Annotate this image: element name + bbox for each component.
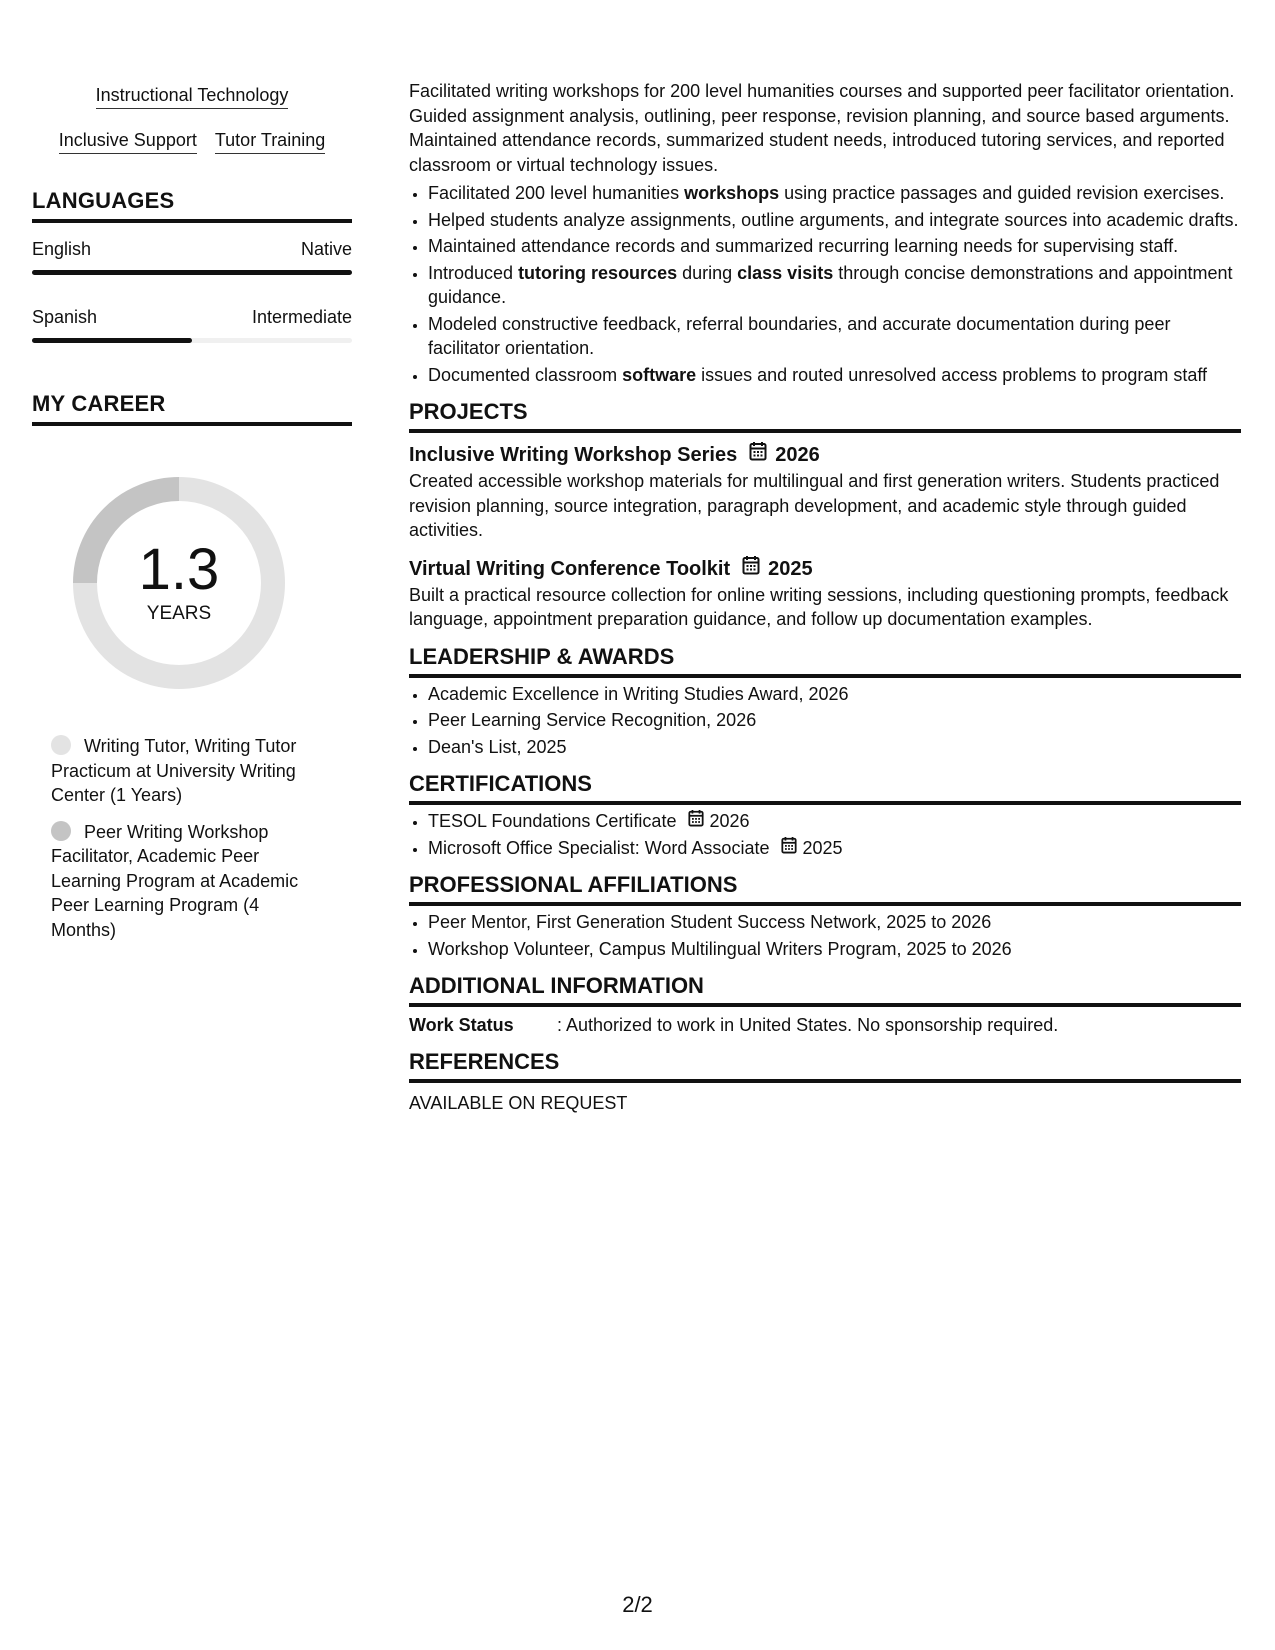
career-section xyxy=(32,391,352,942)
languages-section xyxy=(32,188,352,343)
calendar-icon xyxy=(688,809,704,834)
project-name: Virtual Writing Conference Toolkit xyxy=(409,557,731,580)
calendar-icon xyxy=(749,441,767,469)
language-level: Native xyxy=(300,239,352,259)
language-bar xyxy=(32,270,352,275)
references-text: AVAILABLE ON REQUEST xyxy=(409,1093,628,1113)
career-dot-icon xyxy=(51,821,71,841)
career-dot-icon xyxy=(51,735,71,755)
language-name: Spanish xyxy=(32,307,98,327)
experience-bullet: • Documented classroom software issues and routed unresolved access problems to program staff xyxy=(428,363,1241,388)
career-item-text: Peer Writing Workshop Facilitator, Academic Peer Learning Program at Academic Peer Learning Program (4 Months) xyxy=(51,821,299,940)
awards-title: LEADERSHIP & AWARDS xyxy=(409,644,1241,678)
languages-title: LANGUAGES xyxy=(32,188,352,223)
award-item: • Peer Learning Service Recognition, 2026 xyxy=(428,708,1241,733)
award-item: • Dean's List, 2025 xyxy=(428,735,1241,760)
skill-tag: Inclusive Support xyxy=(59,129,197,154)
skill-tag: Tutor Training xyxy=(215,129,325,154)
project-year: 2025 xyxy=(768,557,813,580)
career-donut-chart xyxy=(64,468,294,698)
project-description: Built a practical resource collection for online writing sessions, including questioning prompts, feedback language, appointment preparation guidance, and follow up documentation examples. xyxy=(409,584,1229,629)
career-total-unit: YEARS xyxy=(146,603,212,624)
certifications-list xyxy=(409,809,1241,860)
language-item xyxy=(32,237,352,275)
affiliations-list xyxy=(409,910,1241,961)
experience-bullets xyxy=(409,181,1241,387)
career-list xyxy=(51,734,321,942)
work-status-value: : Authorized to work in United States. No sponsorship required. xyxy=(557,1015,1059,1035)
work-status-label: Work Status xyxy=(409,1015,514,1035)
project-name: Inclusive Writing Workshop Series xyxy=(409,444,738,466)
certification-name: Microsoft Office Specialist: Word Associate xyxy=(428,837,770,858)
career-item-text: Writing Tutor, Writing Tutor Practicum at University Writing Center (1 Years) xyxy=(51,736,297,805)
awards-list xyxy=(409,682,1241,760)
certifications-title: CERTIFICATIONS xyxy=(409,771,1241,805)
projects-title: PROJECTS xyxy=(409,399,1241,433)
experience-bullet: • Maintained attendance records and summarized recurring learning needs for supervising staff. xyxy=(428,234,1241,259)
affiliation-item: • Peer Mentor, First Generation Student Success Network, 2025 to 2026 xyxy=(428,910,1241,935)
calendar-icon xyxy=(781,836,797,861)
affiliation-item: • Workshop Volunteer, Campus Multilingual Writers Program, 2025 to 2026 xyxy=(428,937,1241,962)
career-title: MY CAREER xyxy=(32,391,352,426)
additional-info-title: ADDITIONAL INFORMATION xyxy=(409,973,1241,1007)
project-header xyxy=(409,441,1241,469)
sidebar xyxy=(32,84,352,954)
certification-item xyxy=(428,809,1241,834)
career-item xyxy=(51,820,321,943)
project-header xyxy=(409,555,1241,583)
references-title: REFERENCES xyxy=(409,1049,1241,1083)
language-level: Intermediate xyxy=(251,307,352,327)
project-year: 2026 xyxy=(775,444,820,466)
affiliations-title: PROFESSIONAL AFFILIATIONS xyxy=(409,872,1241,906)
experience-bullet: • Introduced tutoring resources during class visits through concise demonstrations and appointment guidance. xyxy=(428,261,1241,310)
donut-center xyxy=(64,537,294,626)
certification-name: TESOL Foundations Certificate xyxy=(428,811,677,831)
language-item xyxy=(32,305,352,343)
experience-bullet: • Facilitated 200 level humanities workshops using practice passages and guided revision exercises. xyxy=(428,181,1241,206)
career-total-value: 1.3 xyxy=(138,537,220,602)
language-bar-fill xyxy=(32,338,192,343)
skill-tag: Instructional Technology xyxy=(96,84,289,109)
language-bar xyxy=(32,338,352,343)
language-name: English xyxy=(32,239,92,259)
work-status-row xyxy=(409,1013,1241,1037)
project-description: Created accessible workshop materials for multilingual and first generation writers. Students practiced revision planning, source integration, paragraph development, and academic style through guided activities. xyxy=(409,471,1220,540)
project-item xyxy=(409,441,1241,543)
page-number: 2/2 xyxy=(622,1592,653,1617)
project-item xyxy=(409,555,1241,632)
language-bar-fill xyxy=(32,270,352,275)
career-item xyxy=(51,734,321,808)
skill-row xyxy=(32,84,352,109)
main-content xyxy=(409,79,1241,1115)
award-item: • Academic Excellence in Writing Studies Award, 2026 xyxy=(428,682,1241,707)
skill-row xyxy=(32,129,352,154)
calendar-icon xyxy=(742,555,760,583)
experience-bullet: • Modeled constructive feedback, referral boundaries, and accurate documentation during peer facilitator orientation. xyxy=(428,312,1241,361)
certification-year: 2026 xyxy=(709,811,750,831)
experience-bullet: • Helped students analyze assignments, outline arguments, and integrate sources into academic drafts. xyxy=(428,208,1241,233)
experience-summary: Facilitated writing workshops for 200 level humanities courses and supported peer facilitator orientation. Guided assignment analysis, outlining, peer response, revision planning, and source based arguments. Maintained attendance records, summarized student needs, introduced tutoring services, and reported classroom or virtual technology issues. xyxy=(409,81,1235,175)
certification-item xyxy=(428,836,1241,861)
certification-year: 2025 xyxy=(802,837,843,858)
skills-tags xyxy=(32,84,352,154)
